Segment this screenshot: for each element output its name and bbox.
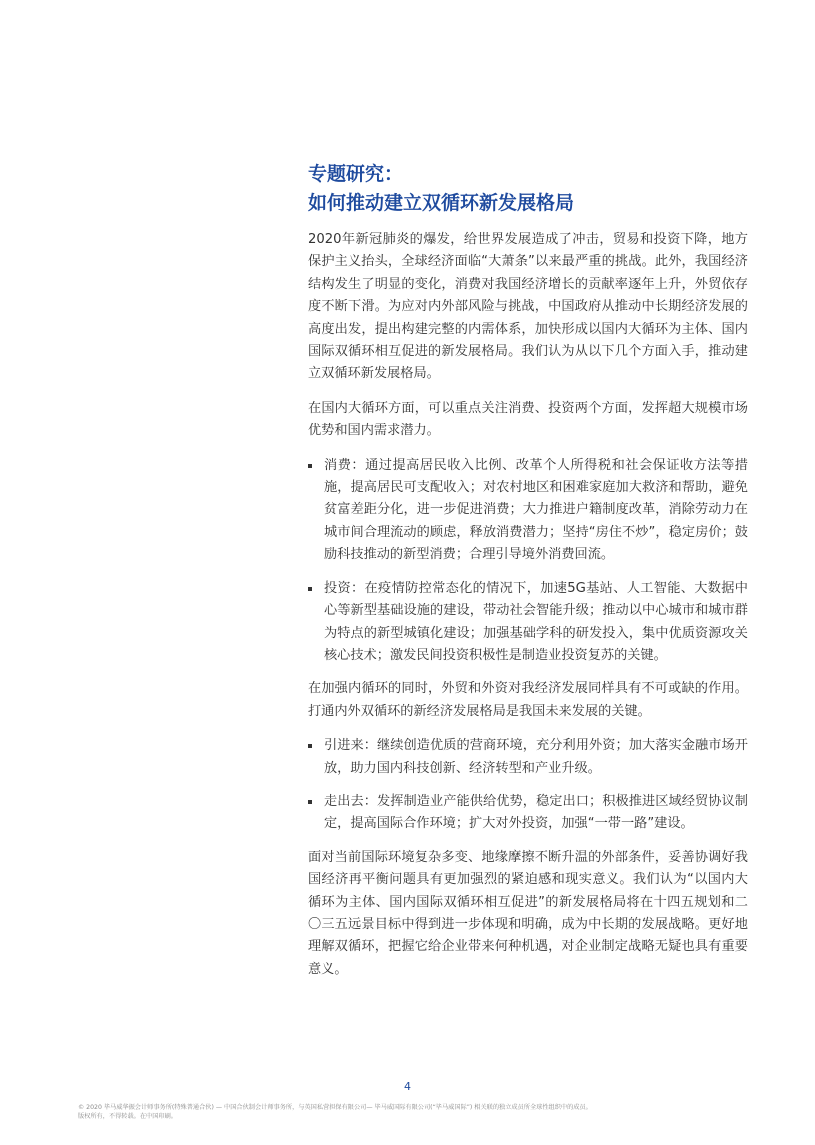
page-number: 4 xyxy=(404,1080,411,1093)
list-item xyxy=(308,455,748,567)
bullet-icon xyxy=(308,464,312,468)
bullet-text-consumption: 消费：通过提高居民收入比例、改革个人所得税和社会保证收方法等措施，提高居民可支配收入；对农村地区和困难家庭加大救济和帮助，避免贫富差距分化，进一步促进消费；大力推进户籍制度改革，消除劳动力在城市间合理流动的顾虑，释放消费潜力；坚持“房住不炒”，稳定房价；鼓励科技推动的新型消费；合理引导境外消费回流。 xyxy=(324,457,748,563)
bullet-text-investment: 投资：在疫情防控常态化的情况下，加速5G基站、人工智能、大数据中心等新型基础设施的建设，带动社会智能升级；推动以中心城市和城市群为特点的新型城镇化建设；加强基础学科的研发投入，集中优质资源攻关核心技术；激发民间投资积极性是制造业投资复苏的关键。 xyxy=(324,580,748,663)
heading-title: 如何推动建立双循环新发展格局 xyxy=(308,192,575,214)
heading-line-1: 专题研究： xyxy=(308,163,404,185)
list-item xyxy=(308,578,748,668)
list-item xyxy=(308,791,748,836)
copyright-footer xyxy=(78,1103,758,1121)
bullet-icon xyxy=(308,587,312,591)
footer-line-2: 版权所有，不得转载。在中国印刷。 xyxy=(78,1113,177,1120)
bullet-text-bring-in: 引进来：继续创造优质的营商环境，充分利用外资；加大落实金融市场开放，助力国内科技创新、经济转型和产业升级。 xyxy=(324,738,748,776)
bullet-icon xyxy=(308,744,312,748)
bullet-icon xyxy=(308,800,312,804)
list-item xyxy=(308,735,748,780)
domestic-paragraph: 在国内大循环方面，可以重点关注消费、投资两个方面，发挥超大规模市场优势和国内需求潜力。 xyxy=(308,400,748,439)
intro-paragraph: 2020年新冠肺炎的爆发，给世界发展造成了冲击，贸易和投资下降，地方保护主义抬头，全球经济面临“大萧条”以来最严重的挑战。此外，我国经济结构发生了明显的变化，消费对我国经济增长的贡献率逐年上升，外贸依存度不断下滑。为应对内外部风险与挑战，中国政府从推动中长期经济发展的高度出发，提出构建完整的内需体系，加快形成以国内大循环为主体、国内国际双循环相互促进的新发展格局。我们认为从以下几个方面入手，推动建立双循环新发展格局。 xyxy=(308,232,748,382)
conclusion-paragraph: 面对当前国际环境复杂多变、地缘摩擦不断升温的外部条件，妥善协调好我国经济再平衡问题具有更加强烈的紧迫感和现实意义。我们认为“以国内大循环为主体、国内国际双循环相互促进”的新发展格局将在十四五规划和二〇三五远景目标中得到进一步体现和明确，成为中长期的发展战略。更好地理解双循环，把握它给企业带来何种机遇，对企业制定战略无疑也具有重要意义。 xyxy=(308,849,748,977)
external-paragraph: 在加强内循环的同时，外贸和外资对我经济发展同样具有不可或缺的作用。打通内外双循环的新经济发展格局是我国未来发展的关键。 xyxy=(308,681,748,719)
article-body xyxy=(308,229,748,993)
bullet-text-go-out: 走出去：发挥制造业产能供给优势，稳定出口；积极推进区域经贸协议制定，提高国际合作环境；扩大对外投资，加强“一带一路”建设。 xyxy=(324,793,748,832)
page-heading xyxy=(308,160,574,218)
footer-line-1: © 2020 毕马威华振会计师事务所(特殊普通合伙) — 中国合伙制会计师事务所，与英国私营担保有限公司— 毕马威国际有限公司(“毕马威国际”) 相关联的独立成员所全球性组织中的成员。 xyxy=(78,1104,592,1111)
